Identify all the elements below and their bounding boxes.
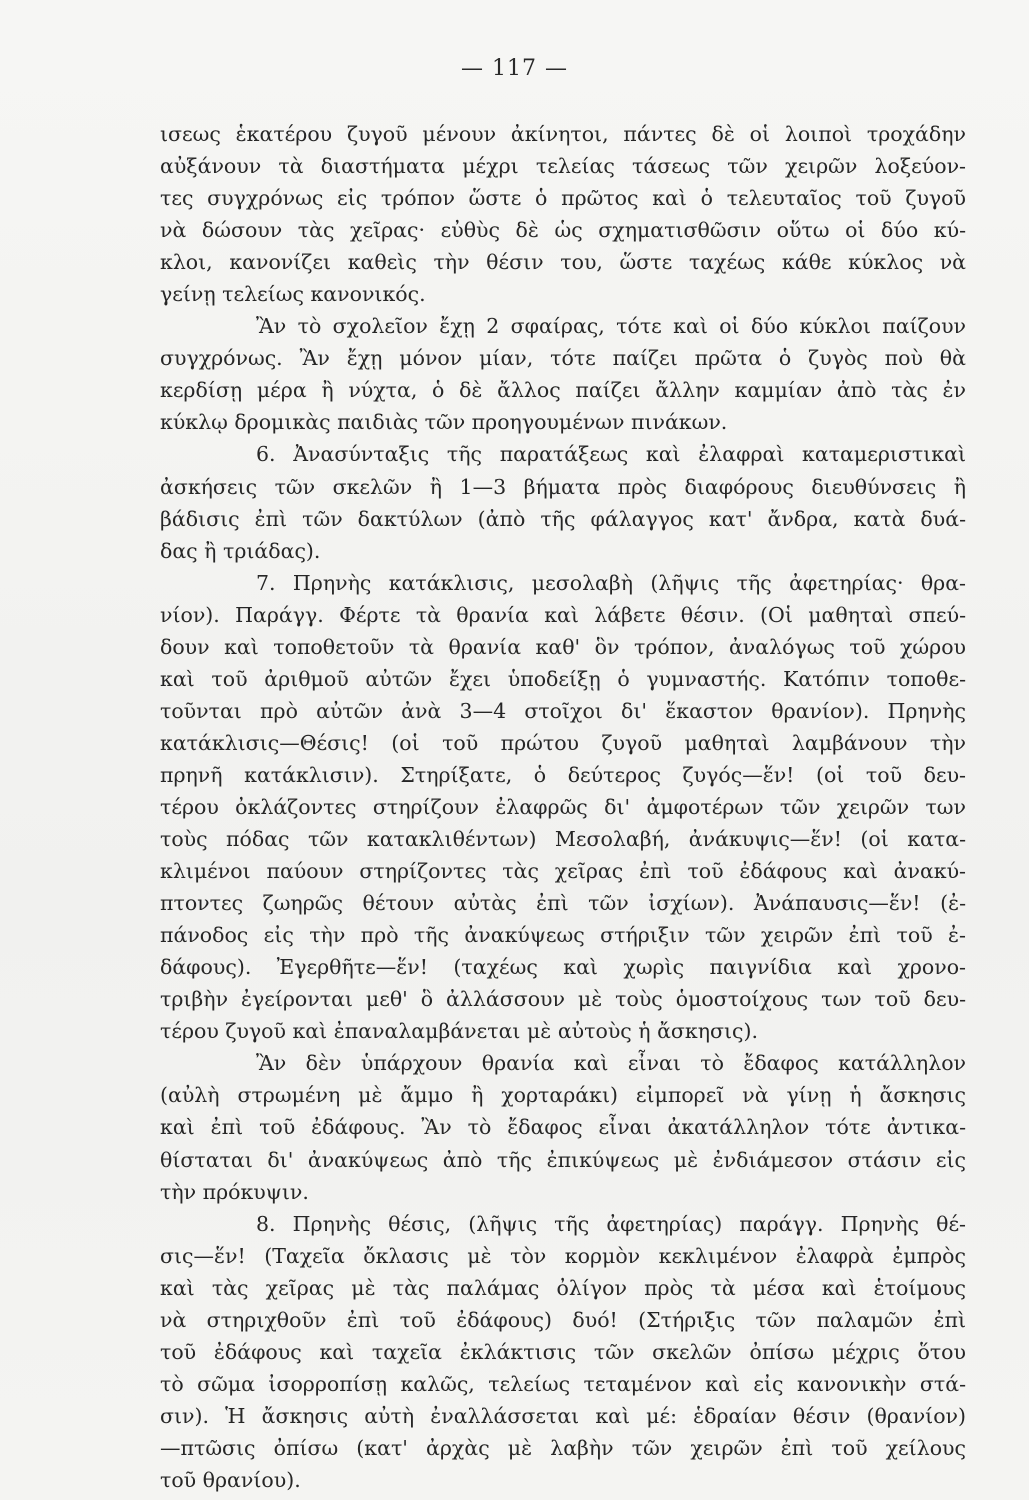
text-line: πτοντες ζωηρῶς θέτουν αὐτὰς ἐπὶ τῶν ἰσχίων). Ἀνάπαυσις—ἕν! (ἐ-: [160, 891, 966, 916]
body-text: [160, 118, 966, 1496]
text-line: βάδισις ἐπὶ τῶν δακτύλων (ἀπὸ τῆς φάλαγγος κατ' ἄνδρα, κατὰ δυά-: [160, 506, 966, 531]
text-line: αὐξάνουν τὰ διαστήματα μέχρι τελείας τάσεως τῶν χειρῶν λοξεύον-: [160, 154, 966, 179]
text-line: ισεως ἑκατέρου ζυγοῦ μένουν ἀκίνητοι, πάντες δὲ οἱ λοιποὶ τροχάδην: [160, 122, 966, 146]
text-line: σις—ἕν! (Ταχεῖα ὄκλασις μὲ τὸν κορμὸν κεκλιμένον ἐλαφρὰ ἐμπρὸς: [160, 1243, 966, 1268]
text-line: θίσταται δι' ἀνακύψεως ἀπὸ τῆς ἐπικύψεως μὲ ἐνδιάμεσον στάσιν εἰς: [160, 1147, 966, 1172]
text-line: τέρου ὀκλάζοντες στηρίζουν ἐλαφρῶς δι' ἀμφοτέρων τῶν χειρῶν των: [160, 794, 966, 819]
text-line: τοῦνται πρὸ αὐτῶν ἀνὰ 3—4 στοῖχοι δι' ἕκαστον θρανίον). Πρηνὴς: [160, 698, 966, 723]
text-line: 6. Ἀνασύνταξις τῆς παρατάξεως καὶ ἐλαφραὶ καταμεριστικαὶ: [256, 442, 966, 467]
text-line: κατάκλισις—Θέσις! (οἱ τοῦ πρώτου ζυγοῦ μαθηταὶ λαμβάνουν τὴν: [160, 730, 966, 755]
text-line: δάφους). Ἐγερθῆτε—ἕν! (ταχέως καὶ χωρὶς παιγνίδια καὶ χρονο-: [160, 955, 966, 980]
text-line: κλοι, κανονίζει καθεὶς τὴν θέσιν του, ὥστε ταχέως κάθε κύκλος νὰ: [160, 250, 966, 275]
text-line: νὰ στηριχθοῦν ἐπὶ τοῦ ἐδάφους) δυό! (Στήριξις τῶν παλαμῶν ἐπὶ: [160, 1307, 966, 1332]
text-line: τὴν πρόκυψιν.: [160, 1179, 309, 1204]
text-line: τες συγχρόνως εἰς τρόπον ὥστε ὁ πρῶτος καὶ ὁ τελευταῖος τοῦ ζυγοῦ: [160, 186, 966, 211]
text-line: (αὐλὴ στρωμένη μὲ ἄμμο ἢ χορταράκι) εἰμπορεῖ νὰ γίνῃ ἡ ἄσκησις: [160, 1083, 966, 1108]
text-line: συγχρόνως. Ἂν ἔχῃ μόνον μίαν, τότε παίζει πρῶτα ὁ ζυγὸς ποὺ θὰ: [160, 346, 966, 371]
text-line: Ἂν τὸ σχολεῖον ἔχῃ 2 σφαίρας, τότε καὶ οἱ δύο κύκλοι παίζουν: [256, 314, 966, 339]
text-line: κύκλῳ δρομικὰς παιδιὰς τῶν προηγουμένων πινάκων.: [160, 410, 728, 435]
text-line: δουν καὶ τοποθετοῦν τὰ θρανία καθ' ὃν τρόπον, ἀναλόγως τοῦ χώρου: [160, 634, 966, 659]
text-line: 8. Πρηνὴς θέσις, (λῆψις τῆς ἀφετηρίας) παράγγ. Πρηνὴς θέ-: [256, 1211, 966, 1236]
text-line: —πτῶσις ὀπίσω (κατ' ἀρχὰς μὲ λαβὴν τῶν χειρῶν ἐπὶ τοῦ χείλους: [160, 1435, 966, 1460]
text-line: πάνοδος εἰς τὴν πρὸ τῆς ἀνακύψεως στήριξιν τῶν χειρῶν ἐπὶ τοῦ ἐ-: [160, 923, 966, 948]
text-line: δας ἢ τριάδας).: [160, 538, 321, 563]
text-line: σιν). Ἡ ἄσκησις αὐτὴ ἐναλλάσσεται καὶ μέ: ἑδραίαν θέσιν (θρανίον): [160, 1403, 966, 1428]
text-line: κλιμένοι παύουν στηρίζοντες τὰς χεῖρας ἐπὶ τοῦ ἐδάφους καὶ ἀνακύ-: [160, 859, 966, 884]
text-line: τὸ σῶμα ἰσορροπίσῃ καλῶς, τελείως τεταμένον καὶ εἰς κανονικὴν στά-: [160, 1371, 966, 1396]
text-line: τοῦ θρανίου).: [160, 1467, 301, 1492]
text-line: κερδίσῃ μέρα ἢ νύχτα, ὁ δὲ ἄλλος παίζει ἄλλην καμμίαν ἀπὸ τὰς ἐν: [160, 378, 966, 403]
text-line: γείνῃ τελείως κανονικός.: [160, 282, 426, 307]
text-line: τοῦ ἐδάφους καὶ ταχεῖα ἐκλάκτισις τῶν σκελῶν ὀπίσω μέχρις ὅτου: [160, 1339, 966, 1364]
text-line: Ἂν δὲν ὑπάρχουν θρανία καὶ εἶναι τὸ ἔδαφος κατάλληλον: [256, 1051, 966, 1076]
text-line: τριβὴν ἐγείρονται μεθ' ὃ ἀλλάσσουν μὲ τοὺς ὁμοστοίχους των τοῦ δευ-: [160, 987, 966, 1012]
text-line: 7. Πρηνὴς κατάκλισις, μεσολαβὴ (λῆψις τῆς ἀφετηρίας· θρα-: [256, 570, 966, 595]
text-line: τοὺς πόδας τῶν κατακλιθέντων) Μεσολαβή, ἀνάκυψις—ἕν! (οἱ κατα-: [160, 827, 966, 852]
text-line: ἀσκήσεις τῶν σκελῶν ἢ 1—3 βήματα πρὸς διαφόρους διευθύνσεις ἢ: [160, 474, 966, 499]
text-line: νὰ δώσουν τὰς χεῖρας· εὐθὺς δὲ ὡς σχηματισθῶσιν οὕτω οἱ δύο κύ-: [160, 218, 966, 243]
text-line: καὶ ἐπὶ τοῦ ἐδάφους. Ἂν τὸ ἔδαφος εἶναι ἀκατάλληλον τότε ἀντικα-: [160, 1115, 966, 1140]
text-line: καὶ τοῦ ἀριθμοῦ αὐτῶν ἔχει ὑποδείξῃ ὁ γυμναστής. Κατόπιν τοποθε-: [160, 666, 966, 691]
text-line: πρηνῆ κατάκλισιν). Στηρίξατε, ὁ δεύτερος ζυγός—ἕν! (οἱ τοῦ δευ-: [160, 762, 966, 787]
text-line: καὶ τὰς χεῖρας μὲ τὰς παλάμας ὀλίγον πρὸς τὰ μέσα καὶ ἑτοίμους: [160, 1275, 966, 1300]
page-number: — 117 —: [461, 56, 568, 81]
text-line: τέρου ζυγοῦ καὶ ἐπαναλαμβάνεται μὲ αὐτοὺς ἡ ἄσκησις).: [160, 1019, 759, 1044]
text-line: νίον). Παράγγ. Φέρτε τὰ θρανία καὶ λάβετε θέσιν. (Οἱ μαθηταὶ σπεύ-: [160, 602, 966, 627]
